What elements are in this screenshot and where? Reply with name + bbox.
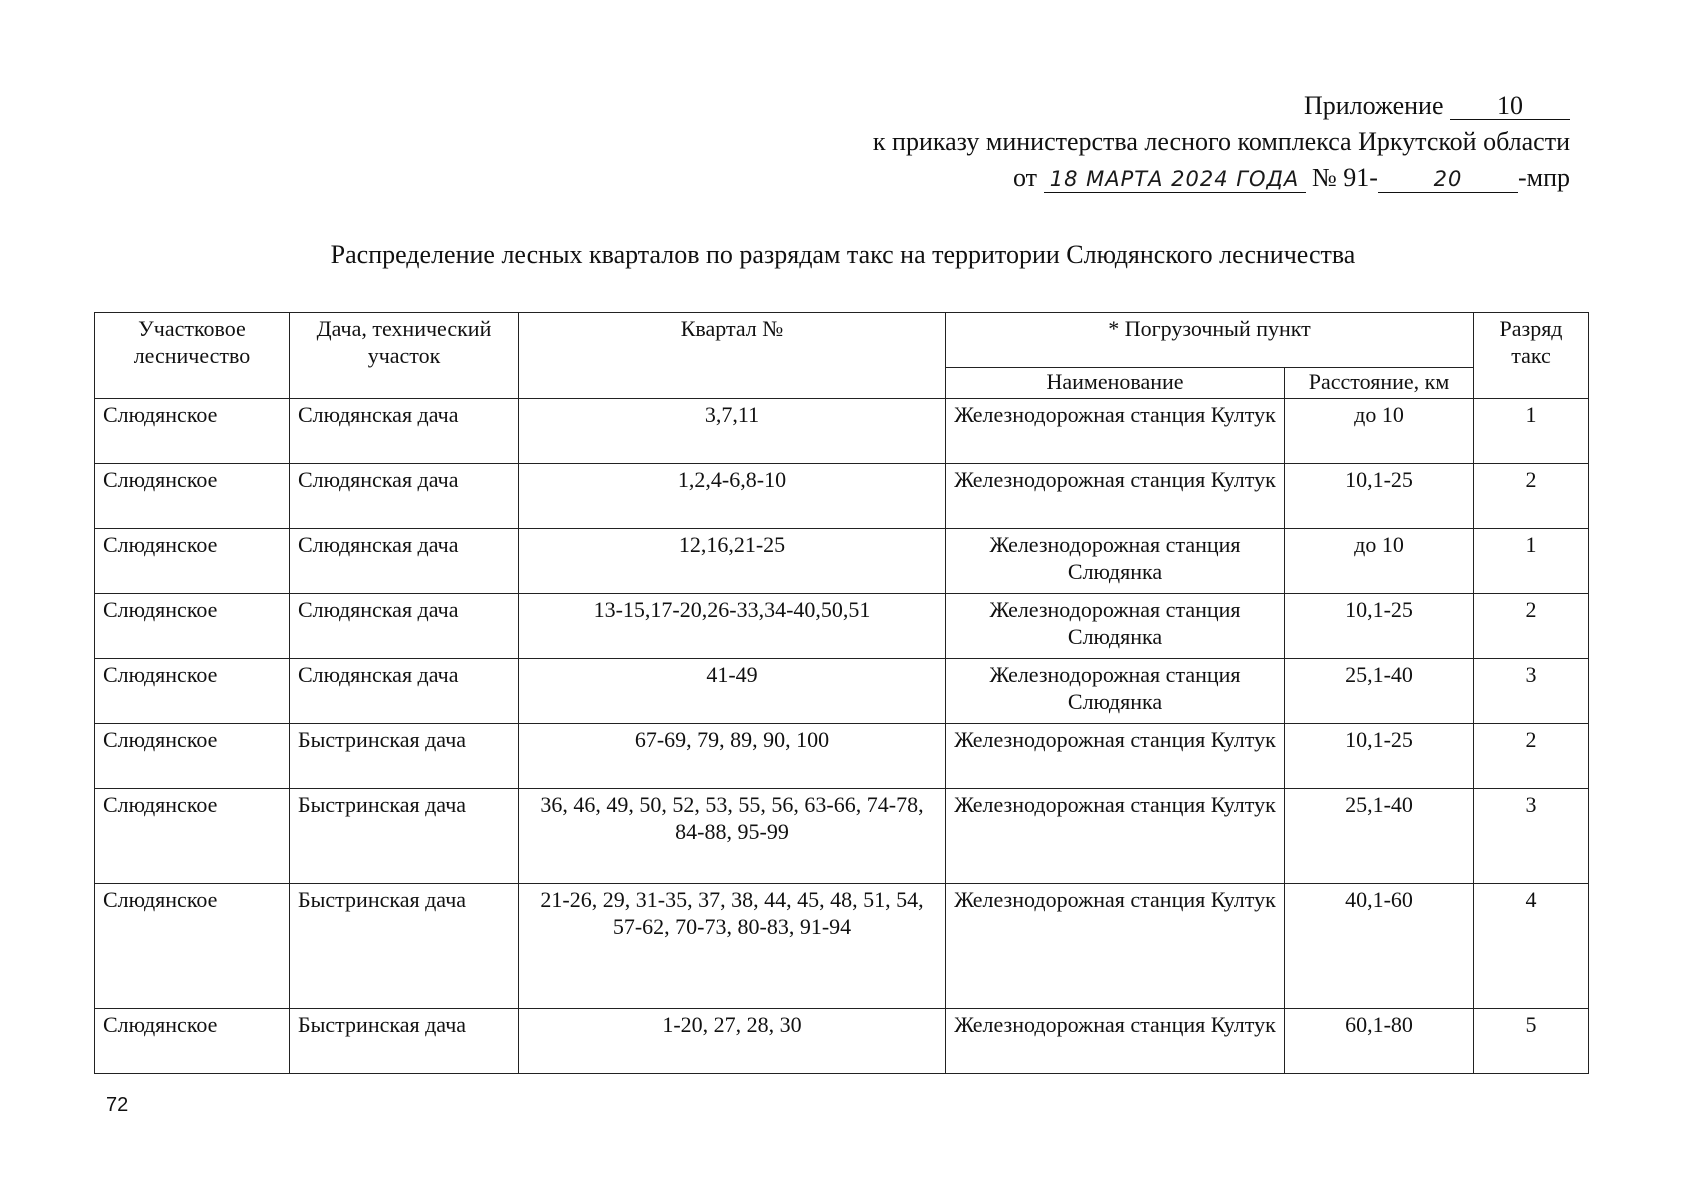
cell-dacha: Быстринская дача: [290, 884, 519, 1009]
cell-forestry: Слюдянское: [95, 789, 290, 884]
cell-dacha: Слюдянская дача: [290, 529, 519, 594]
header-quarter: Квартал №: [519, 313, 946, 399]
table-row: [95, 884, 1589, 1009]
cell-loading-name: Железнодорожная станция Култук: [946, 399, 1285, 464]
header-dacha: Дача, технический участок: [290, 313, 519, 399]
tax-rank-table: [94, 312, 1589, 1074]
cell-loading-name: Железнодорожная станция Слюдянка: [946, 594, 1285, 659]
cell-dacha: Слюдянская дача: [290, 659, 519, 724]
cell-loading-name: Железнодорожная станция Слюдянка: [946, 659, 1285, 724]
document-title: Распределение лесных кварталов по разрядам такс на территории Слюдянского лесничества: [330, 240, 1356, 269]
cell-distance: 25,1-40: [1285, 659, 1474, 724]
cell-loading-name: Железнодорожная станция Култук: [946, 789, 1285, 884]
table-row: [95, 724, 1589, 789]
cell-forestry: Слюдянское: [95, 464, 290, 529]
cell-quarter: 1,2,4-6,8-10: [519, 464, 946, 529]
table-row: [95, 1009, 1589, 1074]
cell-quarter: 13-15,17-20,26-33,34-40,50,51: [519, 594, 946, 659]
cell-rank: 4: [1474, 884, 1589, 1009]
cell-quarter: 41-49: [519, 659, 946, 724]
cell-quarter: 67-69, 79, 89, 90, 100: [519, 724, 946, 789]
appendix-block: [873, 88, 1570, 196]
cell-loading-name: Железнодорожная станция Култук: [946, 464, 1285, 529]
cell-rank: 1: [1474, 529, 1589, 594]
cell-loading-name: Железнодорожная станция Слюдянка: [946, 529, 1285, 594]
order-number-handwritten: 20: [1378, 166, 1518, 193]
cell-quarter: 1-20, 27, 28, 30: [519, 1009, 946, 1074]
table-row: [95, 399, 1589, 464]
cell-dacha: Быстринская дача: [290, 724, 519, 789]
cell-dacha: Слюдянская дача: [290, 464, 519, 529]
cell-distance: 40,1-60: [1285, 884, 1474, 1009]
cell-rank: 2: [1474, 594, 1589, 659]
cell-distance: до 10: [1285, 529, 1474, 594]
cell-rank: 5: [1474, 1009, 1589, 1074]
cell-quarter: 21-26, 29, 31-35, 37, 38, 44, 45, 48, 51, 54, 57-62, 70-73, 80-83, 91-94: [519, 884, 946, 1009]
cell-rank: 1: [1474, 399, 1589, 464]
cell-loading-name: Железнодорожная станция Култук: [946, 884, 1285, 1009]
order-date-line: [873, 160, 1570, 196]
cell-dacha: Быстринская дача: [290, 789, 519, 884]
cell-forestry: Слюдянское: [95, 659, 290, 724]
cell-forestry: Слюдянское: [95, 1009, 290, 1074]
cell-forestry: Слюдянское: [95, 594, 290, 659]
cell-dacha: Быстринская дача: [290, 1009, 519, 1074]
cell-forestry: Слюдянское: [95, 884, 290, 1009]
cell-rank: 2: [1474, 464, 1589, 529]
header-loading-point: * Погрузочный пункт: [946, 313, 1474, 368]
cell-distance: 10,1-25: [1285, 594, 1474, 659]
cell-distance: 10,1-25: [1285, 464, 1474, 529]
cell-quarter: 12,16,21-25: [519, 529, 946, 594]
cell-forestry: Слюдянское: [95, 399, 290, 464]
cell-forestry: Слюдянское: [95, 724, 290, 789]
order-date-handwritten: 18 МАРТА 2024 ГОДА: [1044, 166, 1306, 193]
cell-forestry: Слюдянское: [95, 529, 290, 594]
cell-rank: 2: [1474, 724, 1589, 789]
order-number-suffix: -мпр: [1517, 163, 1570, 192]
cell-rank: 3: [1474, 789, 1589, 884]
appendix-line: [873, 88, 1570, 124]
cell-dacha: Слюдянская дача: [290, 399, 519, 464]
header-distance: Расстояние, км: [1285, 368, 1474, 399]
header-rank: Разряд такс: [1474, 313, 1589, 399]
appendix-number: 10: [1450, 93, 1570, 120]
table-header-row: [95, 313, 1589, 368]
header-forestry: Участковое лесничество: [95, 313, 290, 399]
page-number: 72: [106, 1094, 129, 1116]
cell-quarter: 36, 46, 49, 50, 52, 53, 55, 56, 63-66, 74-78, 84-88, 95-99: [519, 789, 946, 884]
cell-distance: до 10: [1285, 399, 1474, 464]
cell-distance: 60,1-80: [1285, 1009, 1474, 1074]
cell-quarter: 3,7,11: [519, 399, 946, 464]
cell-distance: 25,1-40: [1285, 789, 1474, 884]
table-row: [95, 464, 1589, 529]
from-label: от: [1012, 163, 1037, 192]
cell-loading-name: Железнодорожная станция Култук: [946, 724, 1285, 789]
table-row: [95, 789, 1589, 884]
order-line: к приказу министерства лесного комплекса Иркутской области: [872, 127, 1570, 156]
header-name: Наименование: [946, 368, 1285, 399]
table-row: [95, 594, 1589, 659]
cell-loading-name: Железнодорожная станция Култук: [946, 1009, 1285, 1074]
table-row: [95, 659, 1589, 724]
appendix-label: Приложение: [1303, 91, 1444, 120]
order-number-prefix: № 91-: [1312, 163, 1378, 192]
cell-dacha: Слюдянская дача: [290, 594, 519, 659]
table-row: [95, 529, 1589, 594]
cell-rank: 3: [1474, 659, 1589, 724]
cell-distance: 10,1-25: [1285, 724, 1474, 789]
